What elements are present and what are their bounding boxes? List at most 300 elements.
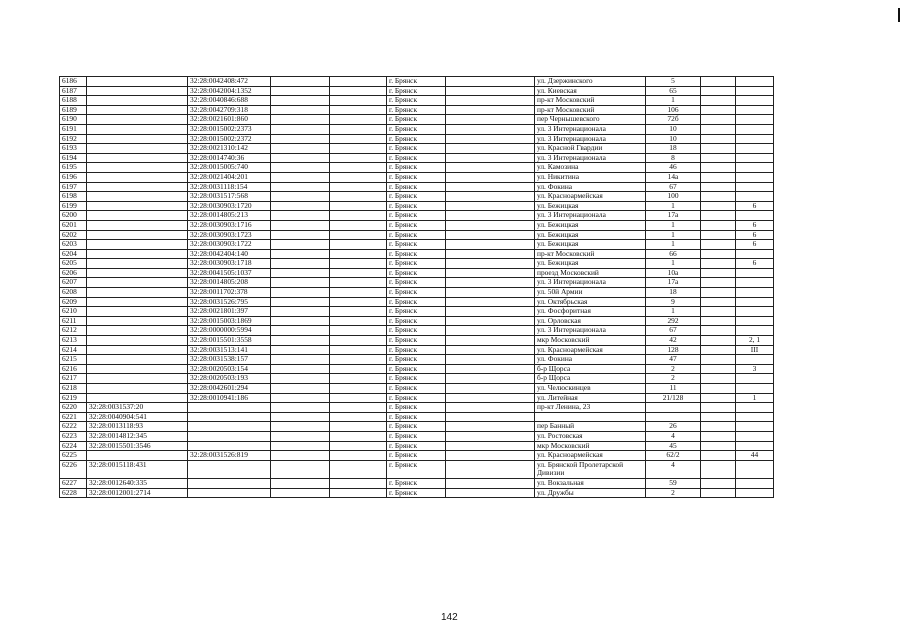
extra-cell: 44: [736, 451, 774, 461]
empty-cell: [271, 163, 330, 173]
empty-cell: [701, 393, 736, 403]
empty-cell: [446, 124, 535, 134]
empty-cell: [271, 412, 330, 422]
empty-cell: [271, 326, 330, 336]
table-row: [60, 316, 774, 326]
extra-cell: [736, 412, 774, 422]
house-number-cell: 17а: [646, 278, 701, 288]
empty-cell: [701, 259, 736, 269]
empty-cell: [446, 336, 535, 346]
empty-cell: [701, 230, 736, 240]
extra-cell: [736, 478, 774, 488]
empty-cell: [330, 115, 387, 125]
city-cell: г. Брянск: [387, 220, 446, 230]
house-number-cell: 59: [646, 478, 701, 488]
street-cell: ул. Орловская: [535, 316, 646, 326]
table-row: [60, 115, 774, 125]
cadastral-number-cell: [87, 230, 188, 240]
building-cadastral-cell: 32:28:0021601:860: [188, 115, 271, 125]
table-row: [60, 134, 774, 144]
row-number-cell: 6209: [60, 297, 87, 307]
empty-cell: [330, 182, 387, 192]
empty-cell: [271, 96, 330, 106]
building-cadastral-cell: 32:28:0011702:378: [188, 288, 271, 298]
street-cell: ул. Дзержинского: [535, 77, 646, 87]
empty-cell: [701, 77, 736, 87]
extra-cell: [736, 278, 774, 288]
empty-cell: [701, 240, 736, 250]
extra-cell: 2, 1: [736, 336, 774, 346]
empty-cell: [701, 124, 736, 134]
row-number-cell: 6219: [60, 393, 87, 403]
house-number-cell: 18: [646, 144, 701, 154]
empty-cell: [701, 336, 736, 346]
house-number-cell: 1: [646, 307, 701, 317]
table-row: [60, 182, 774, 192]
empty-cell: [271, 77, 330, 87]
table-row: [60, 144, 774, 154]
empty-cell: [446, 431, 535, 441]
cadastral-number-cell: [87, 297, 188, 307]
table-row: [60, 249, 774, 259]
city-cell: г. Брянск: [387, 268, 446, 278]
empty-cell: [701, 288, 736, 298]
empty-cell: [446, 326, 535, 336]
building-cadastral-cell: 32:28:0042601:294: [188, 384, 271, 394]
empty-cell: [330, 230, 387, 240]
row-number-cell: 6189: [60, 105, 87, 115]
extra-cell: [736, 172, 774, 182]
table-row: [60, 211, 774, 221]
city-cell: г. Брянск: [387, 230, 446, 240]
row-number-cell: 6220: [60, 403, 87, 413]
empty-cell: [271, 144, 330, 154]
street-cell: б-р Щорса: [535, 364, 646, 374]
cadastral-number-cell: [87, 259, 188, 269]
extra-cell: [736, 431, 774, 441]
city-cell: г. Брянск: [387, 192, 446, 202]
empty-cell: [330, 220, 387, 230]
empty-cell: [330, 460, 387, 478]
empty-cell: [446, 393, 535, 403]
row-number-cell: 6227: [60, 478, 87, 488]
city-cell: г. Брянск: [387, 441, 446, 451]
cadastral-number-cell: [87, 384, 188, 394]
house-number-cell: 1: [646, 201, 701, 211]
empty-cell: [446, 259, 535, 269]
row-number-cell: 6198: [60, 192, 87, 202]
city-cell: г. Брянск: [387, 326, 446, 336]
house-number-cell: 292: [646, 316, 701, 326]
table-row: [60, 172, 774, 182]
empty-cell: [330, 153, 387, 163]
row-number-cell: 6222: [60, 422, 87, 432]
house-number-cell: 5: [646, 77, 701, 87]
page-number: 142: [441, 612, 458, 623]
empty-cell: [271, 182, 330, 192]
empty-cell: [446, 172, 535, 182]
table-row: [60, 201, 774, 211]
empty-cell: [701, 278, 736, 288]
empty-cell: [330, 374, 387, 384]
street-cell: ул. 50й Армии: [535, 288, 646, 298]
register-body: [60, 77, 774, 498]
empty-cell: [271, 124, 330, 134]
row-number-cell: 6206: [60, 268, 87, 278]
row-number-cell: 6187: [60, 86, 87, 96]
street-cell: пер Чернышевского: [535, 115, 646, 125]
cadastral-number-cell: 32:28:0014812:345: [87, 431, 188, 441]
cadastral-number-cell: 32:28:0013118:93: [87, 422, 188, 432]
cadastral-number-cell: [87, 278, 188, 288]
street-cell: ул. Челюскинцев: [535, 384, 646, 394]
empty-cell: [701, 153, 736, 163]
row-number-cell: 6211: [60, 316, 87, 326]
empty-cell: [446, 240, 535, 250]
building-cadastral-cell: 32:28:0030903:1720: [188, 201, 271, 211]
street-cell: ул. Бежицкая: [535, 220, 646, 230]
table-row: [60, 431, 774, 441]
empty-cell: [271, 211, 330, 221]
empty-cell: [701, 488, 736, 498]
city-cell: г. Брянск: [387, 422, 446, 432]
empty-cell: [701, 355, 736, 365]
cadastral-number-cell: [87, 451, 188, 461]
empty-cell: [330, 124, 387, 134]
empty-cell: [701, 384, 736, 394]
empty-cell: [330, 96, 387, 106]
city-cell: г. Брянск: [387, 249, 446, 259]
empty-cell: [701, 220, 736, 230]
empty-cell: [271, 422, 330, 432]
building-cadastral-cell: 32:28:0021310:142: [188, 144, 271, 154]
building-cadastral-cell: 32:28:0015002:2373: [188, 124, 271, 134]
extra-cell: 6: [736, 240, 774, 250]
empty-cell: [330, 134, 387, 144]
extra-cell: [736, 115, 774, 125]
empty-cell: [330, 172, 387, 182]
empty-cell: [271, 278, 330, 288]
street-cell: ул. 3 Интернационала: [535, 211, 646, 221]
extra-cell: [736, 249, 774, 259]
extra-cell: [736, 268, 774, 278]
street-cell: ул. Вокзальная: [535, 478, 646, 488]
cadastral-number-cell: 32:28:0012640:335: [87, 478, 188, 488]
city-cell: г. Брянск: [387, 86, 446, 96]
house-number-cell: 14а: [646, 172, 701, 182]
extra-cell: [736, 77, 774, 87]
house-number-cell: 10а: [646, 268, 701, 278]
empty-cell: [271, 336, 330, 346]
empty-cell: [330, 326, 387, 336]
empty-cell: [330, 77, 387, 87]
house-number-cell: 2: [646, 364, 701, 374]
building-cadastral-cell: 32:28:0031526:795: [188, 297, 271, 307]
empty-cell: [446, 105, 535, 115]
city-cell: г. Брянск: [387, 77, 446, 87]
table-row: [60, 77, 774, 87]
building-cadastral-cell: 32:28:0020503:154: [188, 364, 271, 374]
building-cadastral-cell: 32:28:0031118:154: [188, 182, 271, 192]
building-cadastral-cell: 32:28:0014805:208: [188, 278, 271, 288]
cadastral-number-cell: [87, 374, 188, 384]
city-cell: г. Брянск: [387, 134, 446, 144]
city-cell: г. Брянск: [387, 478, 446, 488]
house-number-cell: 10: [646, 124, 701, 134]
empty-cell: [446, 412, 535, 422]
table-row: [60, 451, 774, 461]
empty-cell: [271, 172, 330, 182]
empty-cell: [330, 249, 387, 259]
house-number-cell: [646, 403, 701, 413]
empty-cell: [701, 422, 736, 432]
empty-cell: [446, 384, 535, 394]
empty-cell: [330, 355, 387, 365]
row-number-cell: 6228: [60, 488, 87, 498]
table-row: [60, 230, 774, 240]
street-cell: ул. Фосфоритная: [535, 307, 646, 317]
house-number-cell: 45: [646, 441, 701, 451]
empty-cell: [271, 115, 330, 125]
empty-cell: [701, 211, 736, 221]
street-cell: ул. Фокина: [535, 355, 646, 365]
row-number-cell: 6203: [60, 240, 87, 250]
house-number-cell: 26: [646, 422, 701, 432]
building-cadastral-cell: 32:28:0042408:472: [188, 77, 271, 87]
row-number-cell: 6191: [60, 124, 87, 134]
building-cadastral-cell: 32:28:0010941:186: [188, 393, 271, 403]
empty-cell: [446, 96, 535, 106]
building-cadastral-cell: 32:28:0031526:819: [188, 451, 271, 461]
cadastral-number-cell: [87, 105, 188, 115]
extra-cell: [736, 86, 774, 96]
house-number-cell: 72б: [646, 115, 701, 125]
empty-cell: [271, 460, 330, 478]
empty-cell: [701, 403, 736, 413]
row-number-cell: 6225: [60, 451, 87, 461]
table-row: [60, 441, 774, 451]
city-cell: г. Брянск: [387, 393, 446, 403]
scan-edge-mark: [898, 8, 900, 22]
empty-cell: [330, 144, 387, 154]
empty-cell: [446, 77, 535, 87]
empty-cell: [271, 345, 330, 355]
empty-cell: [701, 249, 736, 259]
street-cell: ул. 3 Интернационала: [535, 278, 646, 288]
building-cadastral-cell: [188, 478, 271, 488]
empty-cell: [701, 297, 736, 307]
city-cell: г. Брянск: [387, 297, 446, 307]
empty-cell: [701, 268, 736, 278]
house-number-cell: 1: [646, 220, 701, 230]
cadastral-number-cell: [87, 288, 188, 298]
cadastral-number-cell: [87, 393, 188, 403]
city-cell: г. Брянск: [387, 336, 446, 346]
empty-cell: [271, 478, 330, 488]
building-cadastral-cell: 32:28:0031513:141: [188, 345, 271, 355]
row-number-cell: 6196: [60, 172, 87, 182]
building-cadastral-cell: 32:28:0031517:568: [188, 192, 271, 202]
street-cell: пр-кт Московский: [535, 96, 646, 106]
empty-cell: [701, 364, 736, 374]
empty-cell: [330, 259, 387, 269]
row-number-cell: 6216: [60, 364, 87, 374]
empty-cell: [446, 220, 535, 230]
empty-cell: [446, 144, 535, 154]
city-cell: г. Брянск: [387, 115, 446, 125]
extra-cell: 3: [736, 364, 774, 374]
building-cadastral-cell: 32:28:0021404:201: [188, 172, 271, 182]
row-number-cell: 6218: [60, 384, 87, 394]
empty-cell: [271, 384, 330, 394]
empty-cell: [271, 134, 330, 144]
empty-cell: [330, 86, 387, 96]
empty-cell: [701, 374, 736, 384]
building-cadastral-cell: 32:28:0020503:193: [188, 374, 271, 384]
building-cadastral-cell: 32:28:0015501:3558: [188, 336, 271, 346]
empty-cell: [271, 268, 330, 278]
empty-cell: [701, 134, 736, 144]
extra-cell: [736, 316, 774, 326]
empty-cell: [701, 86, 736, 96]
empty-cell: [330, 268, 387, 278]
empty-cell: [446, 460, 535, 478]
row-number-cell: 6224: [60, 441, 87, 451]
cadastral-number-cell: [87, 86, 188, 96]
empty-cell: [330, 412, 387, 422]
table-row: [60, 288, 774, 298]
cadastral-number-cell: [87, 211, 188, 221]
house-number-cell: 65: [646, 86, 701, 96]
street-cell: ул. Никитина: [535, 172, 646, 182]
building-cadastral-cell: 32:28:0014805:213: [188, 211, 271, 221]
table-row: [60, 124, 774, 134]
cadastral-number-cell: [87, 124, 188, 134]
house-number-cell: 4: [646, 431, 701, 441]
empty-cell: [446, 345, 535, 355]
city-cell: г. Брянск: [387, 460, 446, 478]
cadastral-number-cell: [87, 268, 188, 278]
extra-cell: 6: [736, 220, 774, 230]
row-number-cell: 6217: [60, 374, 87, 384]
city-cell: г. Брянск: [387, 124, 446, 134]
table-row: [60, 297, 774, 307]
cadastral-number-cell: [87, 345, 188, 355]
row-number-cell: 6212: [60, 326, 87, 336]
building-cadastral-cell: 32:28:0015002:2372: [188, 134, 271, 144]
extra-cell: [736, 460, 774, 478]
empty-cell: [271, 355, 330, 365]
house-number-cell: 47: [646, 355, 701, 365]
building-cadastral-cell: 32:28:0030903:1723: [188, 230, 271, 240]
empty-cell: [330, 478, 387, 488]
table-row: [60, 374, 774, 384]
table-row: [60, 393, 774, 403]
table-row: [60, 278, 774, 288]
city-cell: г. Брянск: [387, 374, 446, 384]
extra-cell: [736, 153, 774, 163]
empty-cell: [446, 441, 535, 451]
extra-cell: [736, 307, 774, 317]
cadastral-number-cell: [87, 96, 188, 106]
extra-cell: [736, 488, 774, 498]
empty-cell: [330, 403, 387, 413]
empty-cell: [701, 96, 736, 106]
row-number-cell: 6193: [60, 144, 87, 154]
table-row: [60, 105, 774, 115]
row-number-cell: 6214: [60, 345, 87, 355]
street-cell: ул. 3 Интернационала: [535, 153, 646, 163]
row-number-cell: 6199: [60, 201, 87, 211]
empty-cell: [271, 451, 330, 461]
empty-cell: [330, 163, 387, 173]
building-cadastral-cell: 32:28:0030903:1716: [188, 220, 271, 230]
empty-cell: [701, 307, 736, 317]
empty-cell: [271, 393, 330, 403]
empty-cell: [271, 364, 330, 374]
empty-cell: [701, 345, 736, 355]
city-cell: г. Брянск: [387, 364, 446, 374]
empty-cell: [446, 163, 535, 173]
street-cell: проезд Московский: [535, 268, 646, 278]
cadastral-number-cell: [87, 220, 188, 230]
extra-cell: [736, 134, 774, 144]
empty-cell: [330, 240, 387, 250]
empty-cell: [701, 451, 736, 461]
empty-cell: [446, 488, 535, 498]
building-cadastral-cell: 32:28:0042404:140: [188, 249, 271, 259]
building-cadastral-cell: [188, 422, 271, 432]
house-number-cell: [646, 412, 701, 422]
empty-cell: [271, 105, 330, 115]
empty-cell: [330, 336, 387, 346]
extra-cell: [736, 441, 774, 451]
cadastral-number-cell: [87, 240, 188, 250]
street-cell: ул. Киевская: [535, 86, 646, 96]
row-number-cell: 6205: [60, 259, 87, 269]
table-row: [60, 336, 774, 346]
empty-cell: [271, 153, 330, 163]
house-number-cell: 10: [646, 134, 701, 144]
city-cell: г. Брянск: [387, 144, 446, 154]
building-cadastral-cell: [188, 403, 271, 413]
city-cell: г. Брянск: [387, 355, 446, 365]
street-cell: ул. Октябрьская: [535, 297, 646, 307]
empty-cell: [446, 268, 535, 278]
street-cell: ул. 3 Интернационала: [535, 326, 646, 336]
row-number-cell: 6202: [60, 230, 87, 240]
row-number-cell: 6210: [60, 307, 87, 317]
empty-cell: [446, 230, 535, 240]
street-cell: ул. Красной Гвардии: [535, 144, 646, 154]
empty-cell: [701, 182, 736, 192]
empty-cell: [271, 240, 330, 250]
house-number-cell: 106: [646, 105, 701, 115]
building-cadastral-cell: 32:28:0040846:688: [188, 96, 271, 106]
cadastral-number-cell: [87, 153, 188, 163]
city-cell: г. Брянск: [387, 316, 446, 326]
cadastral-number-cell: [87, 336, 188, 346]
extra-cell: 1: [736, 393, 774, 403]
building-cadastral-cell: 32:28:0042709:318: [188, 105, 271, 115]
empty-cell: [271, 297, 330, 307]
house-number-cell: 11: [646, 384, 701, 394]
city-cell: г. Брянск: [387, 288, 446, 298]
building-cadastral-cell: 32:28:0041505:1037: [188, 268, 271, 278]
extra-cell: III: [736, 345, 774, 355]
empty-cell: [446, 153, 535, 163]
row-number-cell: 6200: [60, 211, 87, 221]
